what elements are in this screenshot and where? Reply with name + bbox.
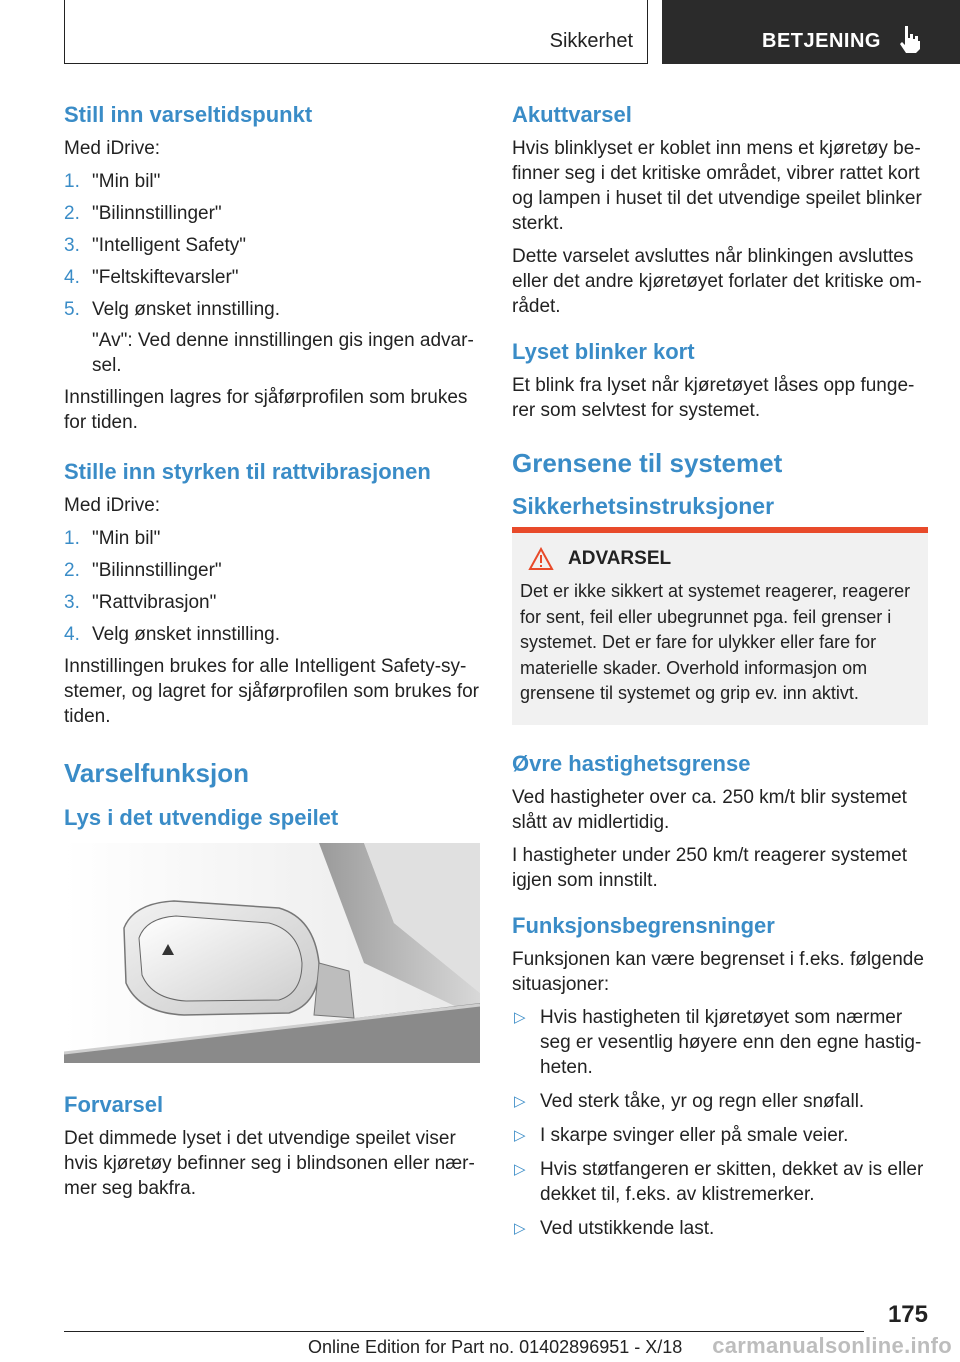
- heading-safety-instructions: Sikkerhetsinstruksjoner: [512, 493, 775, 519]
- list-item: ▷ Ved sterk tåke, yr og regn eller snøfall.: [514, 1090, 865, 1112]
- heading-pre-warning: Forvarsel: [64, 1092, 164, 1117]
- warning-text: Det er ikke sikkert at systemet reagerer, reagerer for sent, feil eller ubegrunnet pga. feil grenser i systemet. Det er fare for ulykker eller fare for materielle skader. Overhold informasjon om grensene til systemet og grip ev. inn aktivt.: [520, 581, 911, 703]
- section-tab: [64, 0, 648, 64]
- profile-note: Innstillingen brukes for alle Intelligent Safety-systemer, og lagret for sjåførprofilen som brukes for tiden.: [64, 656, 479, 727]
- bullet-triangle-icon: ▷: [514, 1219, 526, 1237]
- list-item: ▷ Hvis støtfangeren er skitten, dekket av is eller dekket til, f.eks. av klistremerker.: [514, 1158, 924, 1205]
- function-limits-list: [512, 1005, 928, 1241]
- acute-warning-text: Hvis blinklyset er koblet inn mens et kjøretøy befinner seg i det kritiske området, vibrer rattet kort og lampen i huset til det utvendige speilet blinker sterkt.: [512, 138, 922, 234]
- chapter-title: BETJENING: [762, 30, 881, 52]
- mirror-illustration: [64, 843, 480, 1063]
- upper-speed-text: Ved hastigheter over ca. 250 km/t blir systemet slått av midlertidig.: [512, 786, 907, 833]
- heading-acute-warning: Akuttvarsel: [512, 102, 632, 127]
- footer-divider: [64, 1331, 864, 1332]
- warning-triangle-icon: [528, 547, 554, 571]
- pre-warning-text: Det dimmede lyset i det utvendige speilet viser hvis kjøretøy befinner seg i blindsonen eller nærmer seg bakfra.: [64, 1128, 475, 1199]
- heading-light-blinks: Lyset blinker kort: [512, 339, 695, 364]
- profile-note: Innstillingen lagres for sjåførprofilen som brukes for tiden.: [64, 387, 468, 433]
- warning-box: [512, 527, 928, 725]
- bullet-triangle-icon: ▷: [514, 1126, 526, 1144]
- heading-function-limits: Funksjonsbegrensninger: [512, 912, 775, 938]
- bullet-triangle-icon: ▷: [514, 1008, 526, 1026]
- site-watermark: carmanualsonline.info: [712, 1333, 952, 1358]
- warning-time-steps: [64, 169, 480, 378]
- right-column: [512, 100, 928, 1250]
- step-item: 2. "Bilinnstillinger": [64, 203, 222, 224]
- bullet-triangle-icon: ▷: [514, 1160, 526, 1178]
- idrive-intro: Med iDrive:: [64, 138, 161, 159]
- heading-set-warning-time: Still inn varseltidspunkt: [64, 102, 313, 127]
- heading-warning-function: Varselfunksjon: [64, 758, 249, 788]
- chapter-tab: [662, 0, 960, 64]
- edition-note: Online Edition for Part no. 01402896951 - X/18: [308, 1337, 683, 1357]
- list-item: ▷ Ved utstikkende last.: [514, 1217, 715, 1239]
- heading-system-limits: Grensene til systemet: [512, 448, 783, 478]
- acute-warning-end-text: Dette varselet avsluttes når blinkingen avsluttes eller det andre kjøretøyet forlater det kritiske området.: [512, 246, 922, 317]
- page-header: [0, 0, 960, 66]
- light-blinks-text: Et blink fra lyset når kjøretøyet låses opp fungerer som selvtest for systemet.: [512, 375, 915, 421]
- section-title: Sikkerhet: [549, 30, 633, 52]
- vibration-steps: [64, 526, 480, 647]
- warning-header: [520, 547, 920, 571]
- step-item: 4. "Feltskiftevarsler": [64, 267, 239, 288]
- hand-pointer-icon: [896, 24, 922, 54]
- lower-speed-text: I hastigheter under 250 km/t reagerer systemet igjen som innstilt.: [512, 844, 907, 891]
- step-item: 3. "Rattvibrasjon": [64, 592, 217, 613]
- idrive-intro: Med iDrive:: [64, 495, 161, 516]
- step-item: 1. "Min bil": [64, 528, 161, 549]
- function-limits-intro: Funksjonen kan være begrenset i f.eks. følgende situasjoner:: [512, 948, 924, 995]
- step-item: 3. "Intelligent Safety": [64, 235, 246, 256]
- heading-upper-speed-limit: Øvre hastighetsgrense: [512, 750, 751, 776]
- step-item: 4. Velg ønsket innstilling.: [64, 624, 280, 645]
- heading-mirror-light: Lys i det utvendige speilet: [64, 805, 339, 830]
- page-number: 175: [887, 1301, 928, 1328]
- bullet-triangle-icon: ▷: [514, 1092, 526, 1110]
- step-item: 2. "Bilinnstillinger": [64, 560, 222, 581]
- list-item: ▷ Hvis hastigheten til kjøretøyet som nærmer seg er vesentlig høyere enn den egne hastigheten.: [514, 1006, 922, 1078]
- step-item: 1. "Min bil": [64, 171, 161, 192]
- left-column: [64, 100, 480, 1209]
- step-subnote: "Av": Ved denne innstillingen gis ingen advarsel.: [92, 330, 474, 376]
- warning-title: ADVARSEL: [568, 548, 672, 569]
- list-item: ▷ I skarpe svinger eller på smale veier.: [514, 1124, 849, 1146]
- heading-steering-vibration: Stille inn styrken til rattvibrasjonen: [64, 459, 431, 484]
- step-item: 5. Velg ønsket innstilling. "Av": Ved denne innstillingen gis ingen advarsel.: [64, 297, 480, 378]
